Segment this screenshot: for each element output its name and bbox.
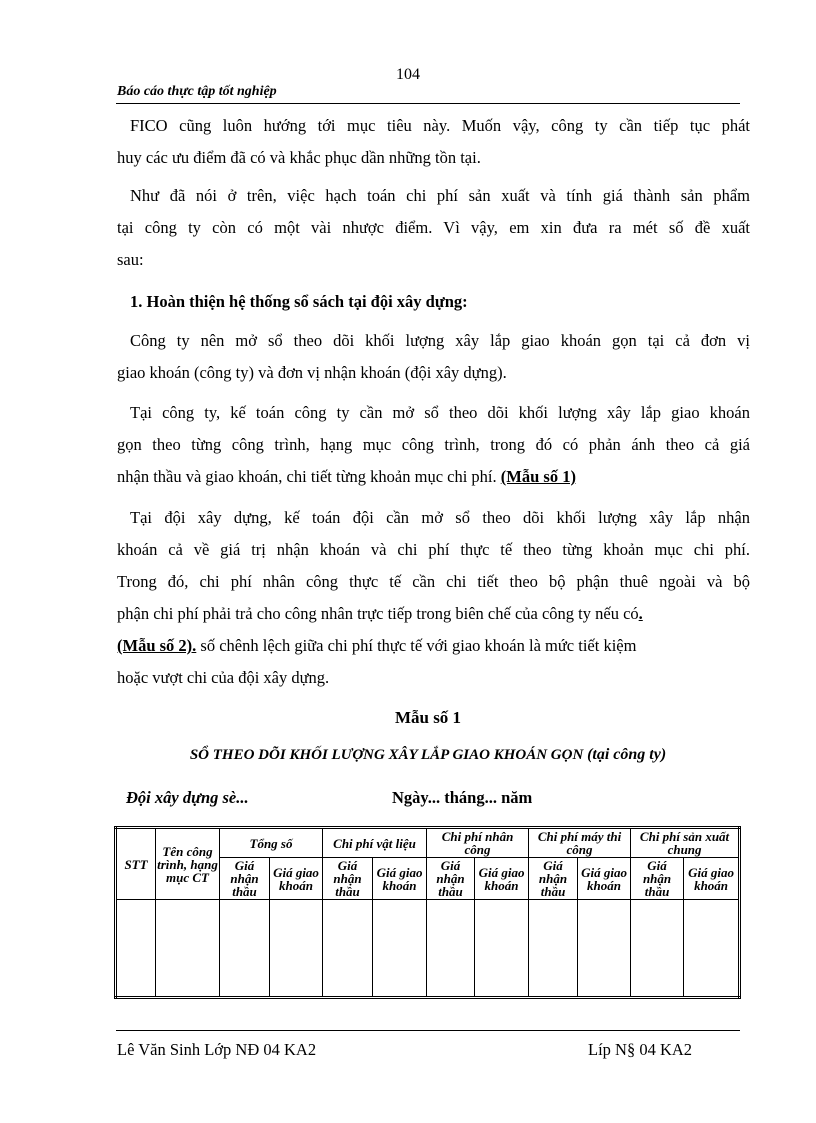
paragraph-2	[117, 180, 750, 276]
table-cell	[529, 900, 578, 998]
column-stt: STT	[116, 828, 156, 900]
column-assigned-price: Giá giao khoán	[270, 858, 323, 900]
paragraph-5-line-1: Tại đội xây dựng, kế toán đội cần mở sổ theo dõi khối lượng xây lắp nhận	[130, 508, 750, 527]
paragraph-3-line-2: giao khoán (công ty) và đơn vị nhận khoán (đội xây dựng).	[117, 363, 507, 382]
table-cell	[116, 900, 156, 998]
header-divider	[116, 103, 740, 104]
paragraph-4	[117, 397, 750, 493]
paragraph-4-line-3-text: nhận thầu và giao khoán, chi tiết từng khoản mục chi phí.	[117, 467, 497, 486]
form-2-reference: (Mẫu số 2).	[117, 636, 197, 655]
form-label: Mẫu số 1	[394, 708, 462, 727]
column-group-materials: Chi phí vật liệu	[323, 828, 427, 858]
column-group-machinery: Chi phí máy thi công	[529, 828, 631, 858]
paragraph-5-line-4-end: .	[638, 604, 643, 623]
table-cell	[578, 900, 631, 998]
paragraph-2-line-3: sau:	[117, 250, 144, 269]
paragraph-3	[117, 325, 750, 389]
team-field: Đội xây dựng sè...	[126, 788, 249, 807]
column-contract-price: Giá nhận thầu	[220, 858, 270, 900]
paragraph-2-line-2: tại công ty còn có một vài nhược điểm. Vì vậy, em xin đưa ra mét số đề xuất	[117, 218, 750, 237]
form-team-date-line	[126, 788, 533, 808]
column-assigned-price: Giá giao khoán	[475, 858, 529, 900]
footer-author: Lê Văn Sinh Lớp NĐ 04 KA2	[117, 1040, 317, 1059]
section-heading-1: 1. Hoàn thiện hệ thống sổ sách tại đội xây dựng:	[130, 292, 468, 311]
footer-divider	[116, 1030, 740, 1031]
paragraph-1-line-1: FICO cũng luôn hướng tới mục tiêu này. Muốn vậy, công ty cần tiếp tục phát	[130, 116, 750, 135]
paragraph-4-line-1: Tại công ty, kế toán công ty cần mở sổ theo dõi khối lượng xây lắp giao khoán	[130, 403, 750, 422]
column-contract-price: Giá nhận thầu	[427, 858, 475, 900]
paragraph-5-line-5	[117, 630, 750, 662]
paragraph-5-line-3: Trong đó, chi phí nhân công thực tế cần chi tiết theo bộ phận thuê ngoài và bộ	[117, 572, 750, 591]
paragraph-2-line-1: Như đã nói ở trên, việc hạch toán chi phí sản xuất và tính giá thành sản phẩm	[130, 186, 750, 205]
table-cell	[631, 900, 684, 998]
column-contract-price: Giá nhận thầu	[323, 858, 373, 900]
ledger-table	[114, 826, 741, 999]
paragraph-5	[117, 502, 750, 694]
paragraph-1	[117, 110, 750, 174]
paragraph-5-line-5-text: số chênh lệch giữa chi phí thực tế với giao khoán là mức tiết kiệm	[196, 636, 637, 655]
table-cell	[475, 900, 529, 998]
date-field: Ngày... tháng... năm	[392, 788, 533, 807]
form-title-text: SỔ THEO DÕI KHỐI LƯỢNG XÂY LẮP GIAO KHOÁN GỌN	[189, 747, 588, 763]
column-assigned-price: Giá giao khoán	[373, 858, 427, 900]
column-project-name: Tên công trình, hạng mục CT	[156, 828, 220, 900]
column-group-total: Tổng số	[220, 828, 323, 858]
report-title: Báo cáo thực tập tốt nghiệp	[117, 84, 277, 99]
paragraph-4-line-3	[117, 461, 750, 493]
table-cell	[684, 900, 740, 998]
column-assigned-price: Giá giao khoán	[684, 858, 740, 900]
table-header-row-1	[116, 828, 740, 858]
page-number: 104	[396, 66, 420, 83]
table-cell	[373, 900, 427, 998]
paragraph-3-line-1: Công ty nên mở sổ theo dõi khối lượng xây lắp giao khoán gọn tại cả đơn vị	[130, 331, 750, 350]
column-group-overhead: Chi phí sản xuất chung	[631, 828, 740, 858]
table-cell	[156, 900, 220, 998]
paragraph-5-line-4-text: phận chi phí phải trả cho công nhân trực tiếp trong biên chế của công ty nếu có	[117, 604, 639, 623]
paragraph-5-line-4	[117, 598, 750, 630]
column-contract-price: Giá nhận thầu	[631, 858, 684, 900]
paragraph-5-line-2: khoán cả về giá trị nhận khoán và chi phí thực tế theo từng khoản mục chi phí.	[117, 540, 750, 559]
column-assigned-price: Giá giao khoán	[578, 858, 631, 900]
column-group-labor: Chi phí nhân công	[427, 828, 529, 858]
form-title	[116, 746, 740, 764]
table-cell	[323, 900, 373, 998]
table-row	[116, 900, 740, 998]
paragraph-5-line-6: hoặc vượt chi của đội xây dựng.	[117, 668, 330, 687]
column-contract-price: Giá nhận thầu	[529, 858, 578, 900]
table-cell	[220, 900, 270, 998]
table-cell	[427, 900, 475, 998]
footer-class: Líp N§ 04 KA2	[588, 1040, 693, 1059]
table-cell	[270, 900, 323, 998]
paragraph-4-line-2: gọn theo từng công trình, hạng mục công trình, trong đó có phản ánh theo cả giá	[117, 435, 750, 454]
form-title-suffix: (tại công ty)	[587, 746, 667, 763]
form-1-reference: (Mẫu số 1)	[500, 467, 576, 486]
paragraph-1-line-2: huy các ưu điểm đã có và khắc phục dần những tồn tại.	[117, 148, 481, 167]
